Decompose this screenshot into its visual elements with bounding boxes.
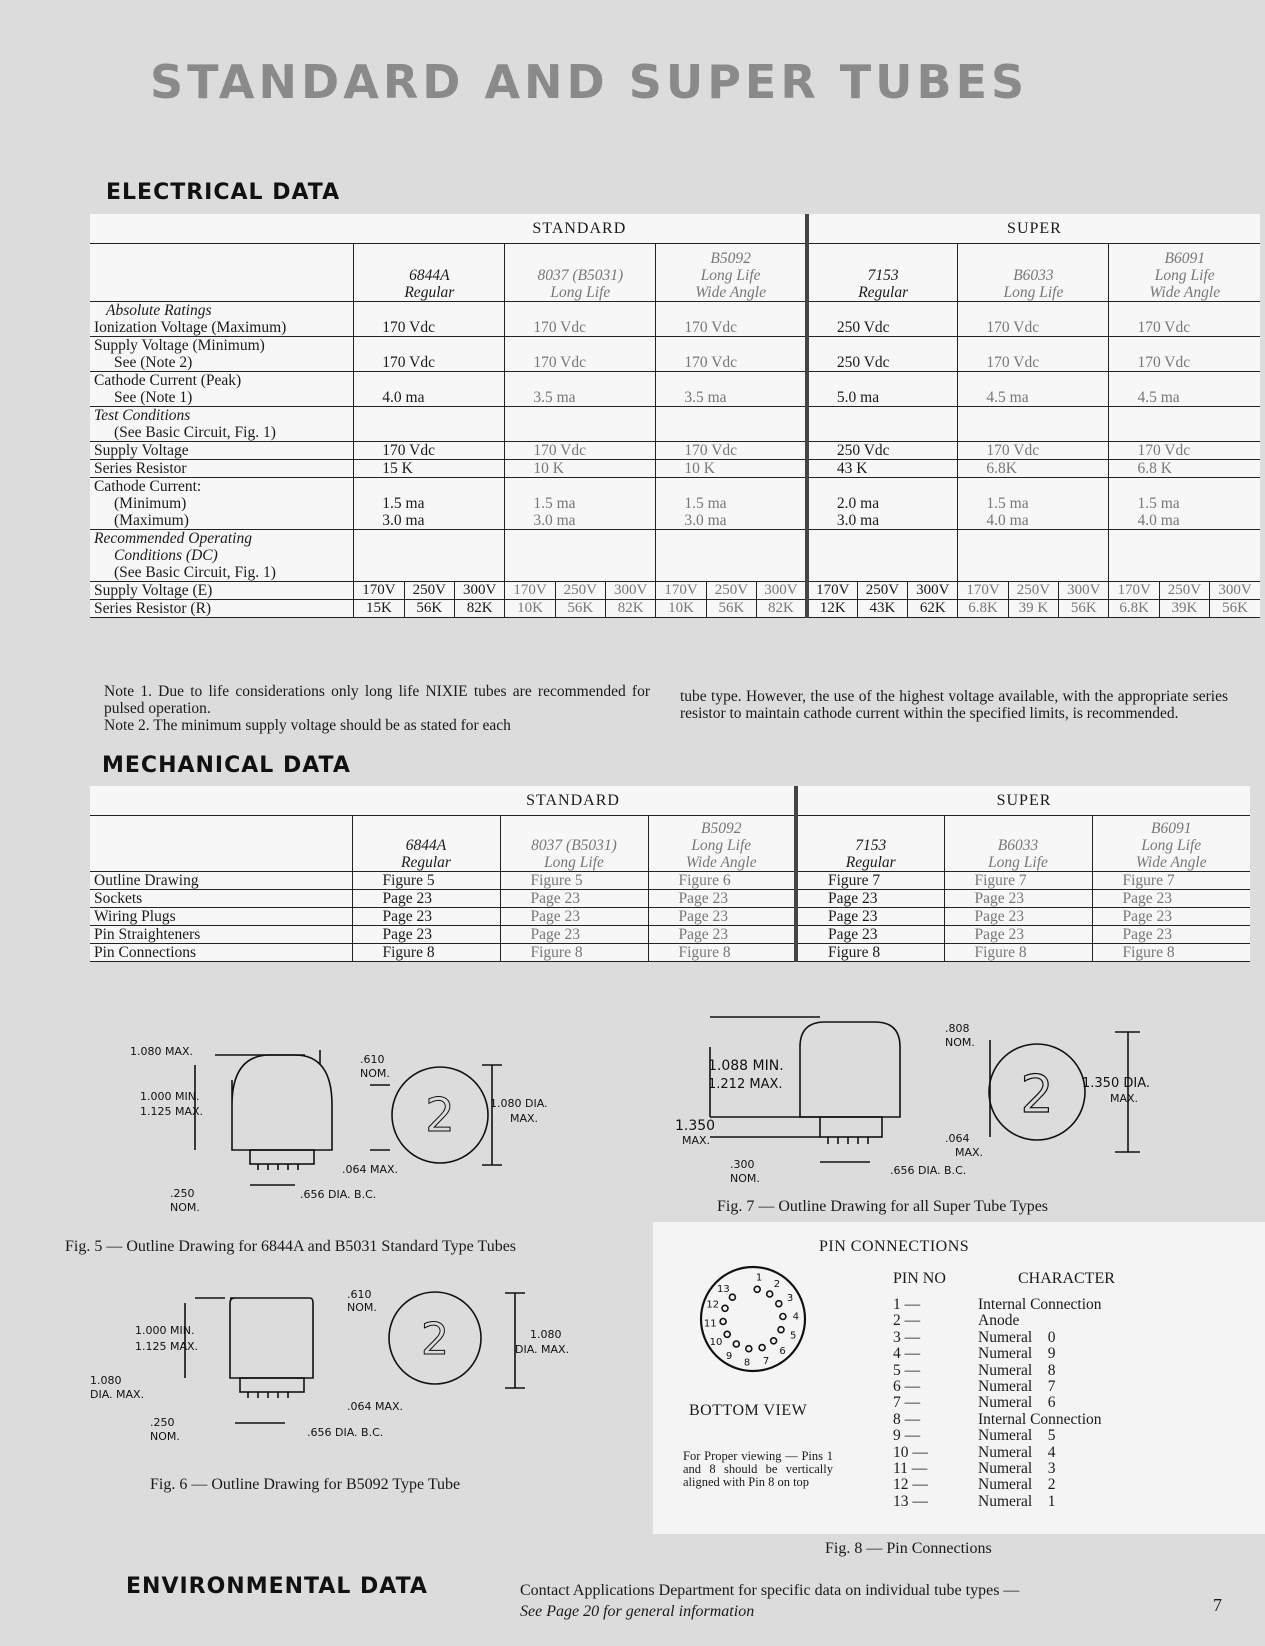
pin-socket-diagram	[683, 1264, 823, 1374]
table-cell: 250 Vdc	[807, 302, 958, 337]
table-cell: Page 23	[944, 908, 1092, 926]
table-row	[90, 926, 1250, 944]
tube-pins	[258, 1164, 298, 1170]
pin-character: Numeral 8	[978, 1361, 1056, 1379]
digit-glyph: 2	[425, 1088, 455, 1142]
table-cell: Figure 6	[648, 872, 796, 890]
dim-label: .064 MAX.	[347, 1400, 404, 1413]
socket-pin-number: 12	[706, 1299, 720, 1311]
table-cell: Figure 7	[796, 872, 944, 890]
table-row	[90, 302, 1260, 337]
tube-header: 6844A Regular	[352, 816, 500, 872]
table-cell: 1.5 ma 3.0 ma	[354, 478, 505, 530]
fig6-caption: Fig. 6 — Outline Drawing for B5092 Type Tube	[150, 1476, 461, 1493]
table-cell: Page 23	[352, 926, 500, 944]
socket-pin	[720, 1319, 726, 1325]
dim-label: 1.125 MAX.	[140, 1105, 204, 1118]
table-cell: Figure 8	[796, 944, 944, 962]
dim-label: NOM.	[730, 1172, 760, 1185]
dim-label: 1.088 MIN.	[708, 1058, 784, 1074]
bottom-view-label: BOTTOM VIEW	[689, 1402, 808, 1419]
table-cell: 4.5 ma	[1109, 372, 1260, 407]
socket-pin-number: 9	[725, 1350, 733, 1362]
tube-header: 8037 (B5031) Long Life	[505, 244, 656, 302]
table-cell: Page 23	[352, 890, 500, 908]
dim-label: DIA. MAX.	[515, 1343, 570, 1356]
table-cell: Page 23	[796, 926, 944, 944]
table-cell: Page 23	[648, 926, 796, 944]
pin-number: 8 —	[893, 1410, 921, 1428]
dim-label: .064	[945, 1132, 970, 1145]
socket-pin-number: 4	[792, 1311, 799, 1323]
dim-label: 1.000 MIN.	[135, 1324, 195, 1337]
standard-group-header: STANDARD	[352, 786, 796, 816]
table-cell: 15K	[354, 600, 404, 618]
super-group-header: SUPER	[796, 786, 1250, 816]
row-label: Pin Connections	[90, 944, 352, 962]
pin-number: 4 —	[893, 1345, 921, 1363]
tube-base	[820, 1117, 882, 1137]
dim-label: MAX.	[510, 1112, 539, 1125]
list-item	[893, 1378, 1233, 1394]
tube-header: B6091 Long Life Wide Angle	[1109, 244, 1260, 302]
digit-glyph: 2	[421, 1314, 449, 1365]
row-label: Pin Straighteners	[90, 926, 352, 944]
table-cell: 5.0 ma	[807, 372, 958, 407]
table-cell: 10K	[656, 600, 706, 618]
table-cell: Page 23	[1092, 908, 1250, 926]
table-cell: 170 Vdc	[1109, 302, 1260, 337]
tube-body	[230, 1298, 313, 1378]
table-row	[90, 872, 1250, 890]
tube-header: 7153 Regular	[807, 244, 958, 302]
tube-body	[800, 1022, 900, 1117]
table-cell: 170 Vdc	[656, 302, 807, 337]
table-cell: 6.8K	[958, 600, 1008, 618]
table-cell: 170 Vdc	[505, 337, 656, 372]
socket-pin-number: 13	[717, 1283, 730, 1295]
table-cell: 6.8 K	[1109, 460, 1260, 478]
table-cell: 56K	[404, 600, 454, 618]
table-cell: 56K	[555, 600, 605, 618]
pin-number: 7 —	[893, 1394, 921, 1412]
table-cell: Page 23	[796, 908, 944, 926]
table-cell: 250V	[706, 582, 756, 600]
table-cell: 1.5 ma 4.0 ma	[1109, 478, 1260, 530]
page-title: STANDARD AND SUPER TUBES	[150, 55, 1029, 109]
note-text: Note 1. Due to life considerations only long life NIXIE tubes are recommended for pulsed operation. Note 2. The minimum supply voltage should be as stated for each	[104, 683, 650, 734]
dim-label: 1.080 DIA.	[490, 1097, 548, 1110]
table-row	[90, 890, 1250, 908]
table-cell: 250V	[404, 582, 454, 600]
table-cell: 3.5 ma	[505, 372, 656, 407]
tube-pins	[828, 1137, 868, 1144]
dim-label: .656 DIA. B.C.	[300, 1188, 377, 1201]
pin-number: 2 —	[893, 1312, 921, 1330]
socket-pin	[754, 1286, 760, 1292]
socket-outline	[701, 1267, 805, 1371]
tube-header: 8037 (B5031) Long Life	[500, 816, 648, 872]
dim-label: .610	[360, 1053, 385, 1066]
pin-number: 12 —	[893, 1476, 928, 1494]
row-label: Supply Voltage (E)	[90, 582, 354, 600]
socket-pin	[778, 1327, 784, 1333]
table-cell: 300V	[1210, 582, 1260, 600]
socket-pin	[759, 1345, 765, 1351]
dim-label: NOM.	[360, 1067, 390, 1080]
tube-header: B6033 Long Life	[958, 244, 1109, 302]
environmental-data-heading: ENVIRONMENTAL DATA	[126, 1574, 428, 1599]
row-label: Cathode Current (Peak) See (Note 1)	[90, 372, 354, 407]
table-cell: 250V	[857, 582, 907, 600]
table-cell: 56K	[706, 600, 756, 618]
row-label: Cathode Current: (Minimum) (Maximum)	[90, 478, 354, 530]
table-cell: 170 Vdc	[656, 442, 807, 460]
table-cell: 4.0 ma	[354, 372, 505, 407]
electrical-data-table	[90, 214, 1260, 618]
page-number: 7	[1213, 1595, 1222, 1615]
socket-pin-number: 1	[755, 1272, 763, 1284]
super-group-header: SUPER	[807, 214, 1260, 244]
mechanical-data-table	[90, 786, 1250, 962]
table-cell: Page 23	[500, 908, 648, 926]
row-label: Outline Drawing	[90, 872, 352, 890]
pin-connections-title: PIN CONNECTIONS	[819, 1238, 970, 1255]
pin-character: Internal Connection	[978, 1410, 1102, 1428]
row-label: Absolute Ratings Ionization Voltage (Maximum)	[90, 302, 354, 337]
fig7-caption: Fig. 7 — Outline Drawing for all Super Tube Types	[717, 1198, 1049, 1215]
list-item	[893, 1493, 1233, 1509]
socket-pin	[722, 1305, 728, 1311]
dim-label: NOM.	[170, 1201, 200, 1214]
table-cell: 170V	[1109, 582, 1159, 600]
notes-left	[104, 683, 650, 734]
socket-pin	[780, 1314, 786, 1320]
tube-base	[240, 1378, 304, 1392]
environmental-line1: Contact Applications Department for specific data on individual tube types —	[520, 1582, 1020, 1599]
list-item	[893, 1476, 1233, 1492]
table-cell: 12K	[807, 600, 857, 618]
fig7-outline-drawing	[670, 1012, 1190, 1192]
table-cell: 170 Vdc	[656, 337, 807, 372]
socket-pin-number: 5	[790, 1330, 797, 1342]
table-cell: 56K	[1210, 600, 1260, 618]
socket-pin-number: 3	[786, 1293, 794, 1305]
pin-number: 5 —	[893, 1361, 921, 1379]
table-cell: Figure 8	[944, 944, 1092, 962]
fig8-caption: Fig. 8 — Pin Connections	[825, 1540, 992, 1557]
table-cell: 1.5 ma 3.0 ma	[656, 478, 807, 530]
row-label: Recommended Operating Conditions (DC) (See Basic Circuit, Fig. 1)	[90, 530, 354, 582]
table-cell: Figure 5	[352, 872, 500, 890]
tube-header: B6033 Long Life	[944, 816, 1092, 872]
standard-group-header: STANDARD	[354, 214, 807, 244]
socket-pin	[724, 1331, 730, 1337]
table-cell: Figure 8	[352, 944, 500, 962]
table-row	[90, 530, 1260, 582]
dim-label: 1.080 MAX.	[130, 1045, 194, 1058]
table-cell: 250 Vdc	[807, 337, 958, 372]
dim-label: 1.080	[530, 1328, 562, 1341]
dim-label: 1.080	[90, 1374, 122, 1387]
dim-label: .610	[347, 1288, 372, 1301]
table-row	[90, 908, 1250, 926]
table-cell: 300V	[1059, 582, 1109, 600]
dim-label: 1.212 MAX.	[708, 1077, 783, 1092]
row-label: Sockets	[90, 890, 352, 908]
digit-glyph: 2	[1020, 1065, 1054, 1125]
tube-header: 6844A Regular	[354, 244, 505, 302]
tube-header: B6091 Long Life Wide Angle	[1092, 816, 1250, 872]
pin-viewing-note: For Proper viewing — Pins 1 and 8 should be vertically aligned with Pin 8 on top	[683, 1449, 833, 1489]
table-cell: Page 23	[648, 890, 796, 908]
table-cell: Page 23	[352, 908, 500, 926]
socket-pin	[776, 1301, 782, 1307]
socket-pin	[729, 1294, 735, 1300]
socket-pin	[767, 1291, 773, 1297]
table-cell: 10K	[505, 600, 555, 618]
table-cell: Figure 8	[500, 944, 648, 962]
list-item	[893, 1427, 1233, 1443]
pin-number: 9 —	[893, 1427, 921, 1445]
table-row	[90, 372, 1260, 407]
table-cell: 170 Vdc	[958, 442, 1109, 460]
table-row	[90, 582, 1260, 600]
list-item	[893, 1394, 1233, 1410]
socket-pin	[746, 1346, 752, 1352]
table-cell: 170V	[505, 582, 555, 600]
list-item	[893, 1444, 1233, 1460]
table-cell: Figure 5	[500, 872, 648, 890]
mechanical-data-heading: MECHANICAL DATA	[102, 753, 351, 778]
tube-pins	[248, 1392, 288, 1398]
table-cell: Page 23	[500, 890, 648, 908]
dim-label: .808	[945, 1022, 970, 1035]
table-cell: Page 23	[1092, 890, 1250, 908]
row-label: Supply Voltage	[90, 442, 354, 460]
table-cell: 4.5 ma	[958, 372, 1109, 407]
tube-body	[232, 1055, 332, 1150]
pin-character: Numeral 2	[978, 1476, 1056, 1494]
fig5-caption: Fig. 5 — Outline Drawing for 6844A and B5031 Standard Type Tubes	[65, 1238, 517, 1255]
table-cell: 170V	[354, 582, 404, 600]
pin-number: 3 —	[893, 1328, 921, 1346]
pin-character: Numeral 6	[978, 1394, 1056, 1412]
list-item	[893, 1411, 1233, 1427]
table-cell: 6.8K	[958, 460, 1109, 478]
pin-connections-panel	[653, 1222, 1265, 1534]
pin-character: Internal Connection	[978, 1296, 1102, 1313]
row-label: Series Resistor	[90, 460, 354, 478]
socket-pins	[704, 1272, 799, 1368]
table-cell: 6.8K	[1109, 600, 1159, 618]
dim-label: NOM.	[347, 1301, 377, 1314]
table-cell: 170 Vdc	[354, 442, 505, 460]
table-cell: 56K	[1059, 600, 1109, 618]
pin-character: Numeral 3	[978, 1459, 1056, 1477]
dim-label: 1.350 DIA.	[1082, 1076, 1150, 1091]
dim-label: 1.125 MAX.	[135, 1340, 199, 1353]
dim-label: .250	[150, 1416, 175, 1429]
table-cell: 250V	[555, 582, 605, 600]
table-cell: 170V	[807, 582, 857, 600]
notes-right: tube type. However, the use of the highest voltage available, with the appropriate series resistor to maintain cathode current within the specified limits, is recommended.	[680, 688, 1228, 722]
fig5-outline-drawing	[120, 1035, 640, 1215]
dim-label: .250	[170, 1187, 195, 1200]
table-cell: Page 23	[500, 926, 648, 944]
table-cell: 39K	[1159, 600, 1209, 618]
list-item	[893, 1345, 1233, 1361]
list-item	[893, 1296, 1233, 1312]
table-cell: 43K	[857, 600, 907, 618]
dim-label: 1.350	[675, 1118, 716, 1134]
tube-header: B5092 Long Life Wide Angle	[648, 816, 796, 872]
dim-label: 1.000 MIN.	[140, 1090, 200, 1103]
row-label: Wiring Plugs	[90, 908, 352, 926]
dim-label: NOM.	[150, 1430, 180, 1443]
table-cell: 300V	[606, 582, 656, 600]
table-cell: 62K	[908, 600, 958, 618]
row-label: Test Conditions (See Basic Circuit, Fig. 1)	[90, 407, 354, 442]
table-cell: 170 Vdc	[1109, 337, 1260, 372]
table-cell: 2.0 ma 3.0 ma	[807, 478, 958, 530]
row-label: Supply Voltage (Minimum) See (Note 2)	[90, 337, 354, 372]
pin-number: 11 —	[893, 1459, 928, 1477]
table-row	[90, 600, 1260, 618]
tube-header: B5092 Long Life Wide Angle	[656, 244, 807, 302]
list-item	[893, 1362, 1233, 1378]
pin-character: Numeral 9	[978, 1345, 1056, 1363]
dim-label: .300	[730, 1158, 755, 1171]
socket-pin-number: 6	[779, 1346, 786, 1358]
table-cell: Figure 8	[648, 944, 796, 962]
table-cell: 82K	[757, 600, 807, 618]
table-cell: 10 K	[656, 460, 807, 478]
table-row	[90, 407, 1260, 442]
pin-number: 13 —	[893, 1492, 928, 1510]
pin-character: Anode	[978, 1312, 1020, 1330]
dim-label: .656 DIA. B.C.	[307, 1426, 384, 1439]
table-row	[90, 460, 1260, 478]
socket-pin-number: 11	[703, 1318, 717, 1330]
table-cell: Figure 7	[1092, 872, 1250, 890]
dim-label: MAX.	[955, 1146, 984, 1159]
pin-list	[893, 1296, 1233, 1509]
fig6-outline-drawing	[85, 1288, 585, 1453]
table-cell: 170V	[656, 582, 706, 600]
socket-pin	[771, 1338, 777, 1344]
row-label: Series Resistor (R)	[90, 600, 354, 618]
table-cell: 170 Vdc	[958, 302, 1109, 337]
table-cell: 15 K	[354, 460, 505, 478]
tube-base	[250, 1150, 314, 1164]
socket-pin-number: 8	[743, 1357, 751, 1369]
table-row	[90, 442, 1260, 460]
table-cell: 250V	[1159, 582, 1209, 600]
table-cell: 82K	[606, 600, 656, 618]
table-cell: 300V	[908, 582, 958, 600]
tube-header: 7153 Regular	[796, 816, 944, 872]
table-cell: 1.5 ma 4.0 ma	[958, 478, 1109, 530]
pin-character: Numeral 5	[978, 1427, 1056, 1445]
list-item	[893, 1460, 1233, 1476]
pin-character: Numeral 0	[978, 1328, 1056, 1346]
dim-label: .064 MAX.	[342, 1163, 399, 1176]
table-cell: 170V	[958, 582, 1008, 600]
table-cell: 10 K	[505, 460, 656, 478]
dim-label: MAX.	[1110, 1092, 1139, 1105]
pin-character: Numeral 7	[978, 1377, 1056, 1395]
table-cell: Page 23	[648, 908, 796, 926]
dim-label: NOM.	[945, 1036, 975, 1049]
socket-pin-number: 7	[762, 1356, 770, 1367]
table-cell: Page 23	[944, 926, 1092, 944]
table-cell: 250 Vdc	[807, 442, 958, 460]
table-cell: 82K	[454, 600, 504, 618]
table-cell: 170 Vdc	[1109, 442, 1260, 460]
electrical-data-heading: ELECTRICAL DATA	[106, 180, 341, 205]
table-row	[90, 944, 1250, 962]
dim-label: DIA. MAX.	[90, 1388, 145, 1401]
table-cell: 170 Vdc	[354, 302, 505, 337]
table-cell: Page 23	[944, 890, 1092, 908]
pin-character: Numeral 4	[978, 1443, 1056, 1461]
table-cell: 250V	[1008, 582, 1058, 600]
table-cell: Page 23	[796, 890, 944, 908]
table-cell: 43 K	[807, 460, 958, 478]
table-cell: 300V	[757, 582, 807, 600]
table-cell: 170 Vdc	[958, 337, 1109, 372]
table-cell: Figure 8	[1092, 944, 1250, 962]
table-cell: 300V	[454, 582, 504, 600]
table-cell: 39 K	[1008, 600, 1058, 618]
pin-number: 10 —	[893, 1443, 928, 1461]
table-cell: 170 Vdc	[354, 337, 505, 372]
table-cell: 170 Vdc	[505, 442, 656, 460]
table-cell: Page 23	[1092, 926, 1250, 944]
pin-character: Numeral 1	[978, 1492, 1056, 1510]
pin-number: 6 —	[893, 1377, 921, 1395]
table-cell: 1.5 ma 3.0 ma	[505, 478, 656, 530]
table-cell: 170 Vdc	[505, 302, 656, 337]
table-cell: Figure 7	[944, 872, 1092, 890]
dim-label: MAX.	[682, 1134, 711, 1147]
table-row	[90, 478, 1260, 530]
socket-pin-number: 10	[709, 1336, 723, 1348]
socket-pin-number: 2	[773, 1279, 781, 1291]
character-header: CHARACTER	[1018, 1270, 1115, 1287]
table-cell: 3.5 ma	[656, 372, 807, 407]
dim-label: .656 DIA. B.C.	[890, 1164, 967, 1177]
table-row	[90, 337, 1260, 372]
socket-pin	[733, 1341, 739, 1347]
pin-number: 1 —	[893, 1296, 921, 1313]
pin-no-header: PIN NO	[893, 1270, 946, 1287]
list-item	[893, 1312, 1233, 1328]
list-item	[893, 1329, 1233, 1345]
environmental-line2: See Page 20 for general information	[520, 1603, 755, 1620]
